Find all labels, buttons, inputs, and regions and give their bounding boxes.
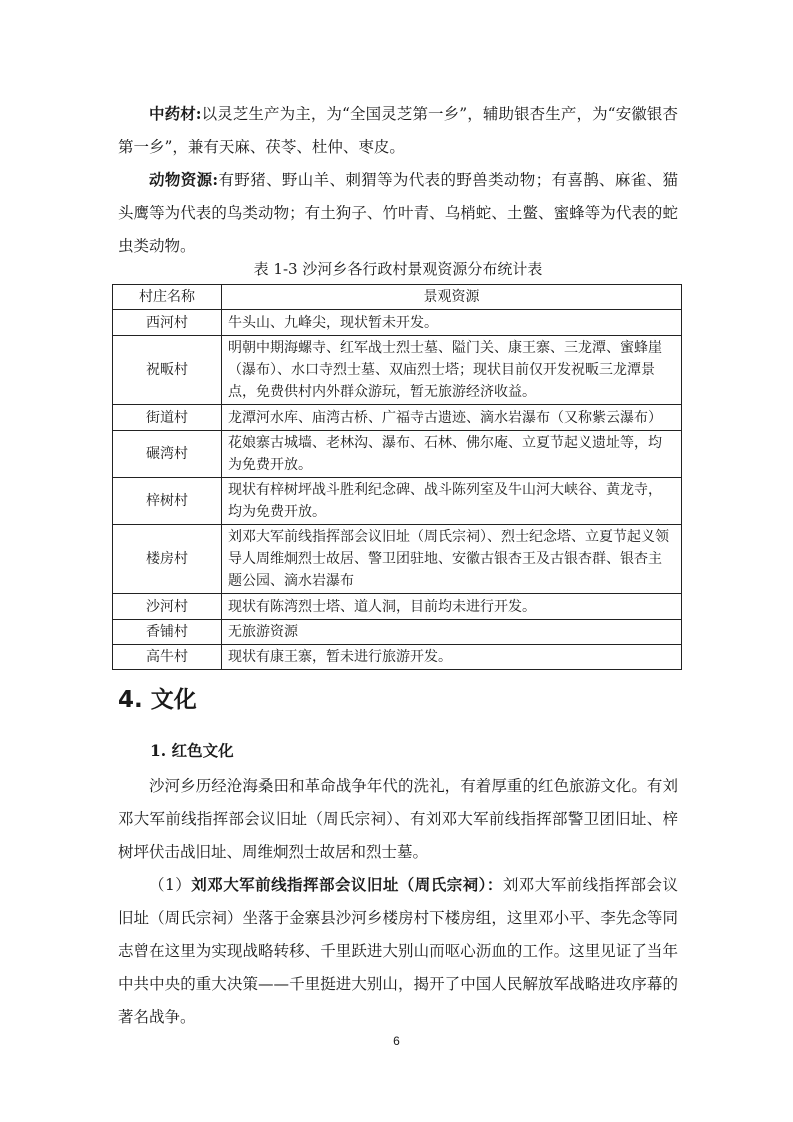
- item1-text: 刘邓大军前线指挥部会议旧址（周氏宗祠）坐落于金寨县沙河乡楼房村下楼房组，这里邓小平、李先念等同志曾在这里为实现战略转移、千里跃进大别山而呕心沥血的工作。这里见证了当年中共中央的重大决策——千里挺进大别山，揭开了中国人民解放军战略进攻序幕的著名战争。: [118, 876, 678, 1026]
- subsection-heading: 1. 红色文化: [150, 741, 234, 760]
- village-cell: 街道村: [113, 405, 222, 431]
- table-row: [113, 478, 682, 525]
- item1-label: 刘邓大军前线指挥部会议旧址（周氏宗祠）：: [191, 875, 503, 894]
- village-cell: 碾湾村: [113, 431, 222, 478]
- table-row: [113, 594, 682, 620]
- landscape-resource-table: [112, 284, 682, 670]
- village-cell: 梓树村: [113, 478, 222, 525]
- resources-cell: 明朝中期海螺寺、红军战士烈士墓、隘门关、康王寨、三龙潭、蜜蜂崖（瀑布）、水口寺烈士墓、双庙烈士塔；现状目前仅开发祝畈三龙潭景点，免费供村内外群众游玩，暂无旅游经济收益。: [222, 336, 682, 405]
- section-heading: 4. 文化: [118, 687, 197, 713]
- table-row: [113, 645, 682, 670]
- header-village: 村庄名称: [113, 285, 222, 310]
- header-resources: 景观资源: [222, 285, 682, 310]
- resources-cell: 刘邓大军前线指挥部会议旧址（周氏宗祠）、烈士纪念塔、立夏节起义领导人周维炯烈士故居、警卫团驻地、安徽古银杏王及古银杏群、银杏主题公园、滴水岩瀑布: [222, 525, 682, 594]
- table-row: [113, 336, 682, 405]
- resources-cell: 牛头山、九峰尖，现状暂未开发。: [222, 310, 682, 336]
- resources-cell: 龙潭河水库、庙湾古桥、广福寺古遗迹、滴水岩瀑布（又称紫云瀑布）: [222, 405, 682, 431]
- table-row: [113, 620, 682, 645]
- resources-cell: 无旅游资源: [222, 620, 682, 645]
- herbs-paragraph: [118, 97, 678, 164]
- table-caption: 表 1-3 沙河乡各行政村景观资源分布统计表: [253, 260, 543, 278]
- table-row: [113, 310, 682, 336]
- resources-cell: 现状有陈湾烈士塔、道人洞，目前均未进行开发。: [222, 594, 682, 620]
- village-cell: 沙河村: [113, 594, 222, 620]
- item1-paragraph: [118, 868, 678, 1034]
- village-cell: 楼房村: [113, 525, 222, 594]
- table-row: [113, 405, 682, 431]
- herbs-label: 中药材:: [149, 104, 202, 123]
- animals-paragraph: [118, 163, 678, 263]
- village-cell: 香铺村: [113, 620, 222, 645]
- herbs-text: 以灵芝生产为主，为“全国灵芝第一乡”，辅助银杏生产，为“安徽银杏第一乡”，兼有天麻、茯苓、杜仲、枣皮。: [118, 105, 678, 156]
- table-row: [113, 525, 682, 594]
- table-row: [113, 431, 682, 478]
- village-cell: 祝畈村: [113, 336, 222, 405]
- animals-label: 动物资源:: [149, 170, 219, 189]
- resources-cell: 现状有康王寨，暂未进行旅游开发。: [222, 645, 682, 670]
- resources-cell: 现状有梓树坪战斗胜利纪念碑、战斗陈列室及牛山河大峡谷、黄龙寺，均为免费开放。: [222, 478, 682, 525]
- animals-text: 有野猪、野山羊、刺猬等为代表的野兽类动物；有喜鹊、麻雀、猫头鹰等为代表的鸟类动物；有土狗子、竹叶青、乌梢蛇、土鳖、蜜蜂等为代表的蛇虫类动物。: [118, 171, 678, 255]
- village-cell: 西河村: [113, 310, 222, 336]
- red-culture-intro: 沙河乡历经沧海桑田和革命战争年代的洗礼，有着厚重的红色旅游文化。有刘邓大军前线指挥部会议旧址（周氏宗祠）、有刘邓大军前线指挥部警卫团旧址、梓树坪伏击战旧址、周维炯烈士故居和烈士墓。: [118, 777, 678, 861]
- village-cell: 高牛村: [113, 645, 222, 670]
- resources-cell: 花娘寨古城墙、老林沟、瀑布、石林、佛尔庵、立夏节起义遗址等，均为免费开放。: [222, 431, 682, 478]
- page-number: 6: [393, 1034, 400, 1048]
- item1-prefix: （1）: [149, 876, 192, 894]
- table-header-row: [113, 285, 682, 310]
